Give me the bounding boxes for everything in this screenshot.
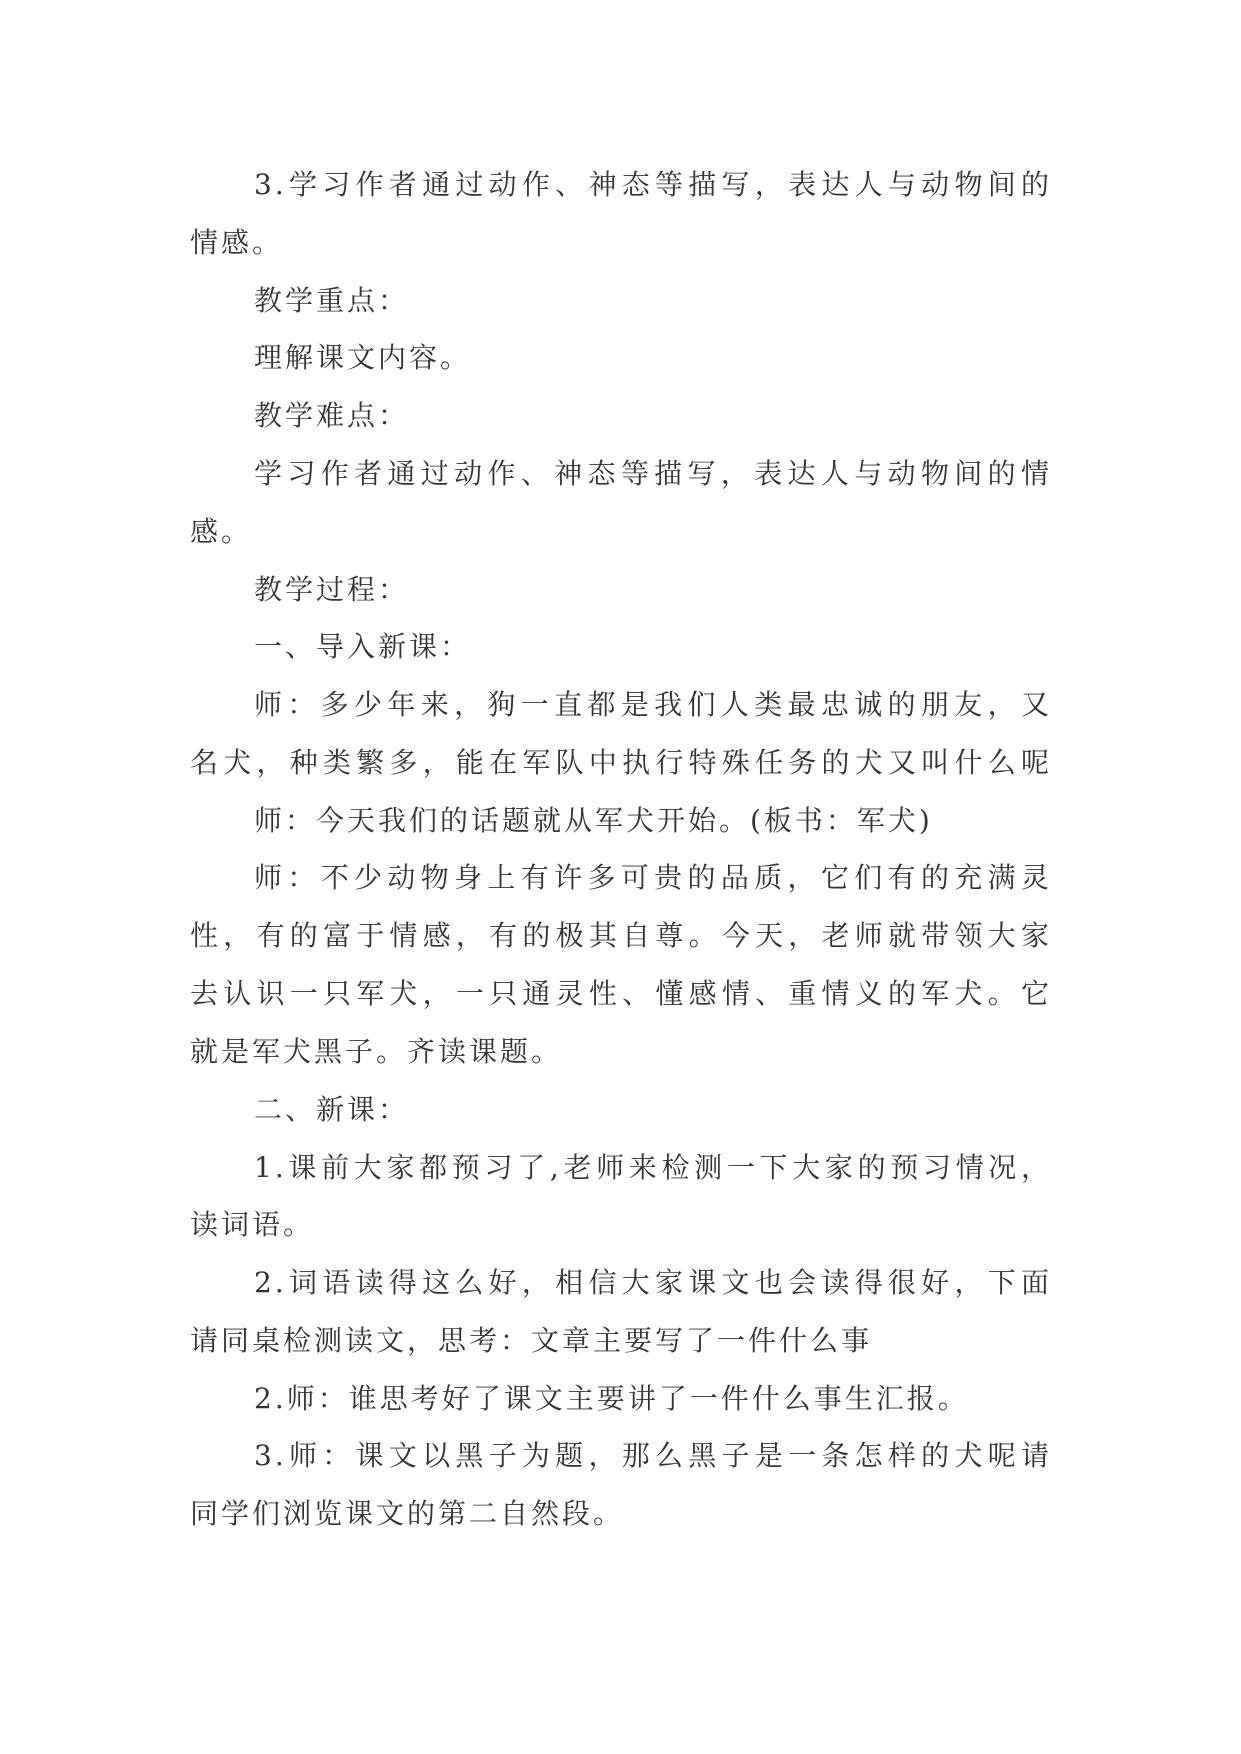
paragraph-line: 1.课前大家都预习了,老师来检测一下大家的预习情况， [254,1152,1052,1184]
paragraph-line: 师：今天我们的话题就从军犬开始。(板书：军犬) [254,804,933,837]
paragraph-line: 2.词语读得这么好，相信大家课文也会读得很好，下面 [254,1267,1052,1299]
paragraph-line: 理解课文内容。 [254,341,472,374]
paragraph-line: 感。 [190,515,253,548]
paragraph-line: 3.师：课文以黑子为题，那么黑子是一条怎样的犬呢请 [254,1440,1052,1472]
paragraph-line: 师：多少年来，狗一直都是我们人类最忠诚的朋友，又 [254,689,1052,721]
paragraph-line: 名犬，种类繁多，能在军队中执行特殊任务的犬又叫什么呢 [190,747,1052,779]
paragraph-line: 3.学习作者通过动作、神态等描写，表达人与动物间的 [254,169,1052,201]
paragraph-line: 请同桌检测读文，思考：文章主要写了一件什么事 [190,1324,873,1357]
paragraph-line: 同学们浏览课文的第二自然段。 [190,1497,625,1530]
section-heading-key-points: 教学重点： [254,284,410,317]
paragraph-line: 师：不少动物身上有许多可贵的品质，它们有的充满灵 [254,862,1052,894]
paragraph-line: 去认识一只军犬，一只通灵性、懂感情、重情义的军犬。它 [190,978,1052,1010]
paragraph-line: 学习作者通过动作、神态等描写，表达人与动物间的情 [254,458,1052,490]
section-heading-process: 教学过程： [254,573,410,606]
paragraph-line: 就是军犬黑子。齐读课题。 [190,1035,563,1068]
paragraph-line: 性，有的富于情感，有的极其自尊。今天，老师就带领大家 [190,920,1052,952]
section-heading-new-lesson: 二、新课： [254,1093,410,1126]
paragraph-line: 情感。 [190,226,284,259]
paragraph-line: 2.师：谁思考好了课文主要讲了一件什么事生汇报。 [254,1382,969,1415]
section-heading-difficulties: 教学难点： [254,399,410,432]
section-heading-intro: 一、导入新课： [254,630,472,663]
paragraph-line: 读词语。 [190,1208,315,1241]
